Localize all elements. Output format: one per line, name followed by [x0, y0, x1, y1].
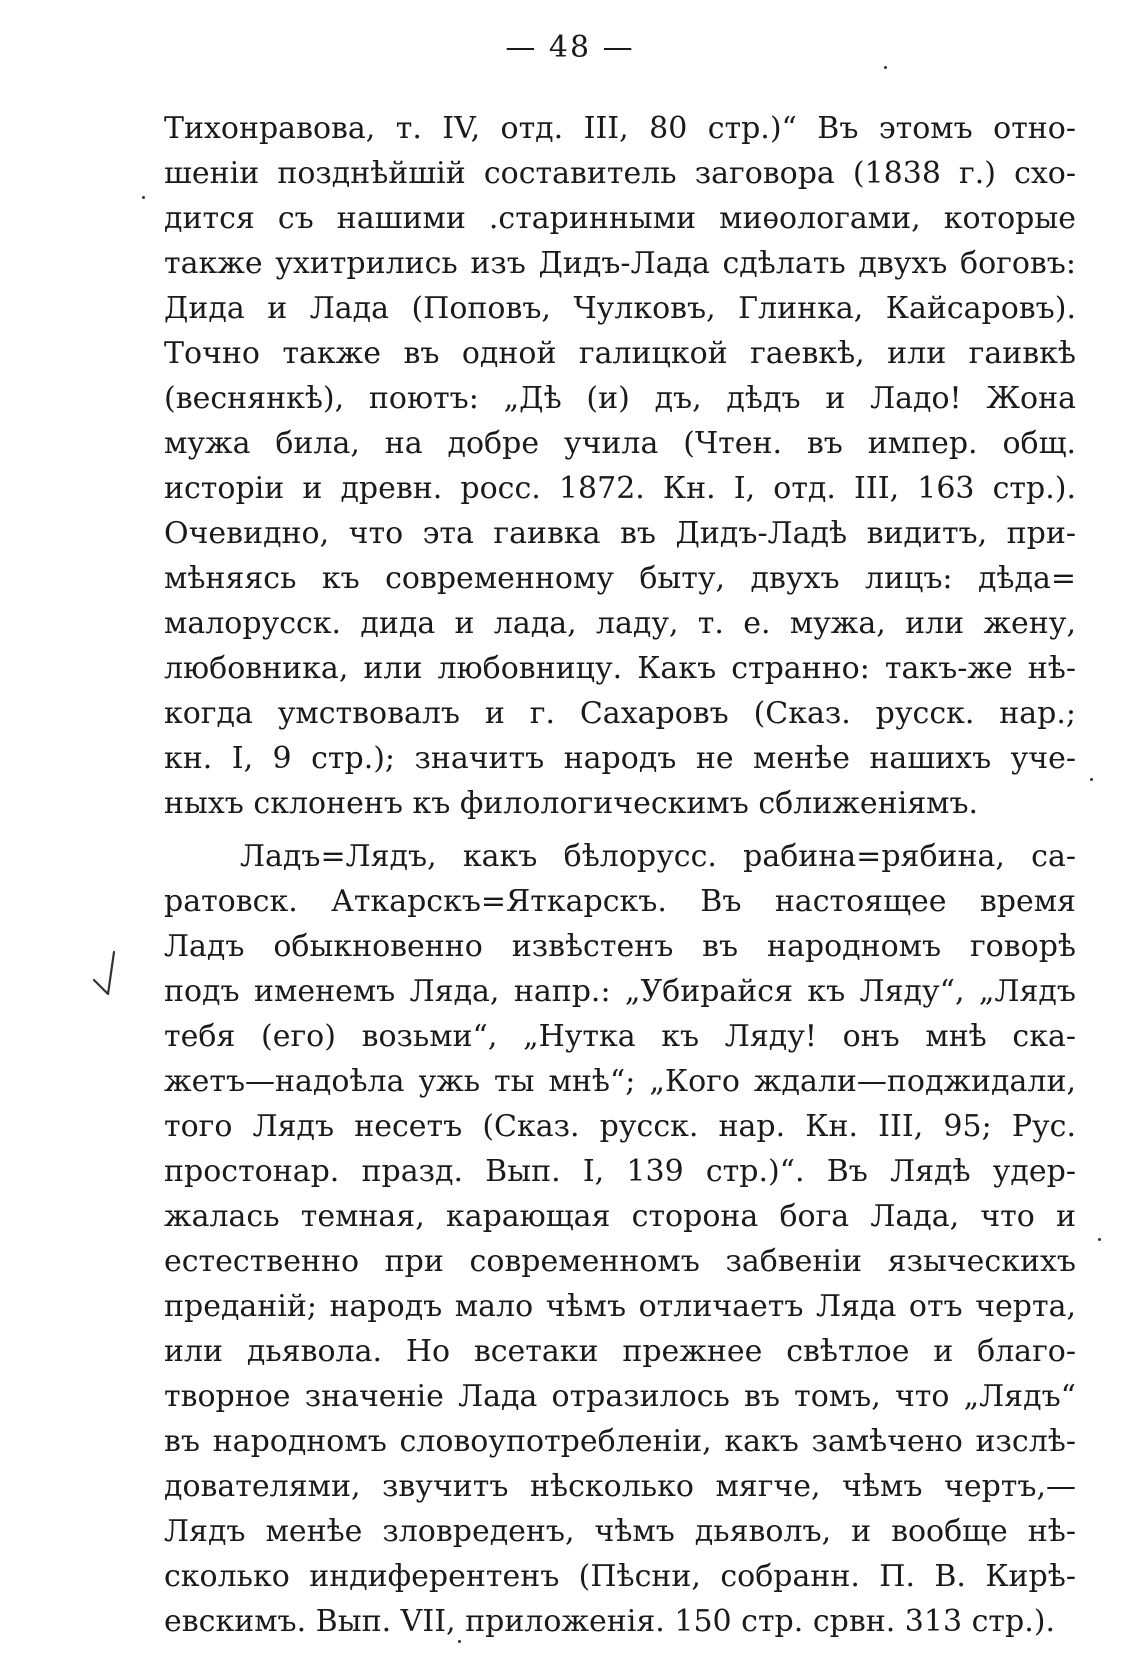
text-line: того Лядъ несетъ (Сказ. русск. нар. Кн. III, 95; Рус.	[164, 1109, 1076, 1144]
text-line: жалась темная, карающая сторона бога Лада, что и	[164, 1199, 1076, 1234]
text-line: мужа била, на добре учила (Чтен. въ импер. общ.	[164, 426, 1076, 461]
ink-speck	[142, 196, 145, 199]
text-line: преданiй; народъ мало чѣмъ отличаетъ Ляда отъ черта,	[164, 1289, 1076, 1324]
text-line: тебя (его) возьми“, „Нутка къ Ляду! онъ мнѣ ска-	[164, 1019, 1076, 1054]
paragraph-2	[164, 834, 1076, 1644]
ink-speck	[458, 1640, 461, 1643]
text-line: Лядъ менѣе зловреденъ, чѣмъ дьяволъ, и вообще нѣ-	[164, 1514, 1076, 1549]
text-line: когда умствовалъ и г. Сахаровъ (Сказ. русск. нар.;	[164, 696, 1076, 731]
text-line: Точно также въ одной галицкой гаевкѣ, или гаивкѣ	[164, 336, 1076, 371]
text-line: евскимъ. Вып. VII, приложенiя. 150 стр. срвн. 313 стр.).	[164, 1604, 1055, 1639]
paragraph-1	[164, 106, 1076, 826]
text-line: въ народномъ словоупотребленiи, какъ замѣчено изслѣ-	[164, 1424, 1076, 1459]
text-line: также ухитрились изъ Дидъ-Лада сдѣлать двухъ боговъ:	[164, 246, 1076, 281]
text-line: Тихонравова, т. IV, отд. III, 80 стр.)“ Въ этомъ отно-	[164, 111, 1076, 146]
text-line: малорусск. дида и лада, ладу, т. е. мужа, или жену,	[164, 606, 1076, 641]
text-line: мѣняясь къ современному быту, двухъ лицъ: дѣда=	[164, 561, 1076, 596]
text-line: жетъ—надоѣла ужь ты мнѣ“; „Кого ждали—поджидали,	[164, 1064, 1076, 1099]
text-line: простонар. празд. Вып. I, 139 стр.)“. Въ Лядѣ удер-	[164, 1154, 1076, 1189]
ink-speck	[884, 66, 887, 69]
text-line: естественно при современномъ забвенiи языческихъ	[164, 1244, 1076, 1279]
text-line: любовника, или любовницу. Какъ странно: такъ-же нѣ-	[164, 651, 1076, 686]
text-line: творное значенiе Лада отразилось въ томъ, что „Лядъ“	[164, 1379, 1076, 1414]
text-line: ратовск. Аткарскъ=Яткарскъ. Въ настоящее время	[164, 884, 1076, 919]
page-number: — 48 —	[505, 30, 635, 65]
text-line: кн. I, 9 стр.); значитъ народъ не менѣе нашихъ уче-	[164, 741, 1076, 776]
text-line: подъ именемъ Ляда, напр.: „Убирайся къ Ляду“, „Лядъ	[164, 974, 1076, 1009]
margin-check-mark-icon	[92, 950, 126, 1010]
ink-speck	[1090, 778, 1093, 781]
text-line: Дида и Лада (Поповъ, Чулковъ, Глинка, Кайсаровъ).	[164, 291, 1076, 326]
text-line: шенiи позднѣйшiй составитель заговора (1838 г.) схо-	[164, 156, 1076, 191]
text-line: дователями, звучитъ нѣсколько мягче, чѣмъ чертъ,—	[164, 1469, 1076, 1504]
text-line: сколько индиферентенъ (Пѣсни, собранн. П. В. Кирѣ-	[164, 1559, 1076, 1594]
ink-speck	[1098, 1238, 1101, 1241]
text-line: дится съ нашими .старинными миѳологами, которые	[164, 201, 1076, 236]
text-line: (веснянкѣ), поютъ: „Дѣ (и) дъ, дѣдъ и Ладо! Жона	[164, 381, 1076, 416]
text-line: Ладъ=Лядъ, какъ бѣлорусс. рабина=рябина, са-	[240, 839, 1076, 874]
text-line: Ладъ обыкновенно извѣстенъ въ народномъ говорѣ	[164, 929, 1076, 964]
text-line: или дьявола. Но всетаки прежнее свѣтлое и благо-	[164, 1334, 1076, 1369]
text-line: Очевидно, что эта гаивка въ Дидъ-Ладѣ видитъ, при-	[164, 516, 1076, 551]
text-line: исторiи и древн. росс. 1872. Кн. I, отд. III, 163 стр.).	[164, 471, 1076, 506]
text-line: ныхъ склоненъ къ филологическимъ сближенiямъ.	[164, 786, 979, 821]
paragraph-gap	[164, 826, 1076, 834]
body-text	[164, 106, 1076, 1644]
